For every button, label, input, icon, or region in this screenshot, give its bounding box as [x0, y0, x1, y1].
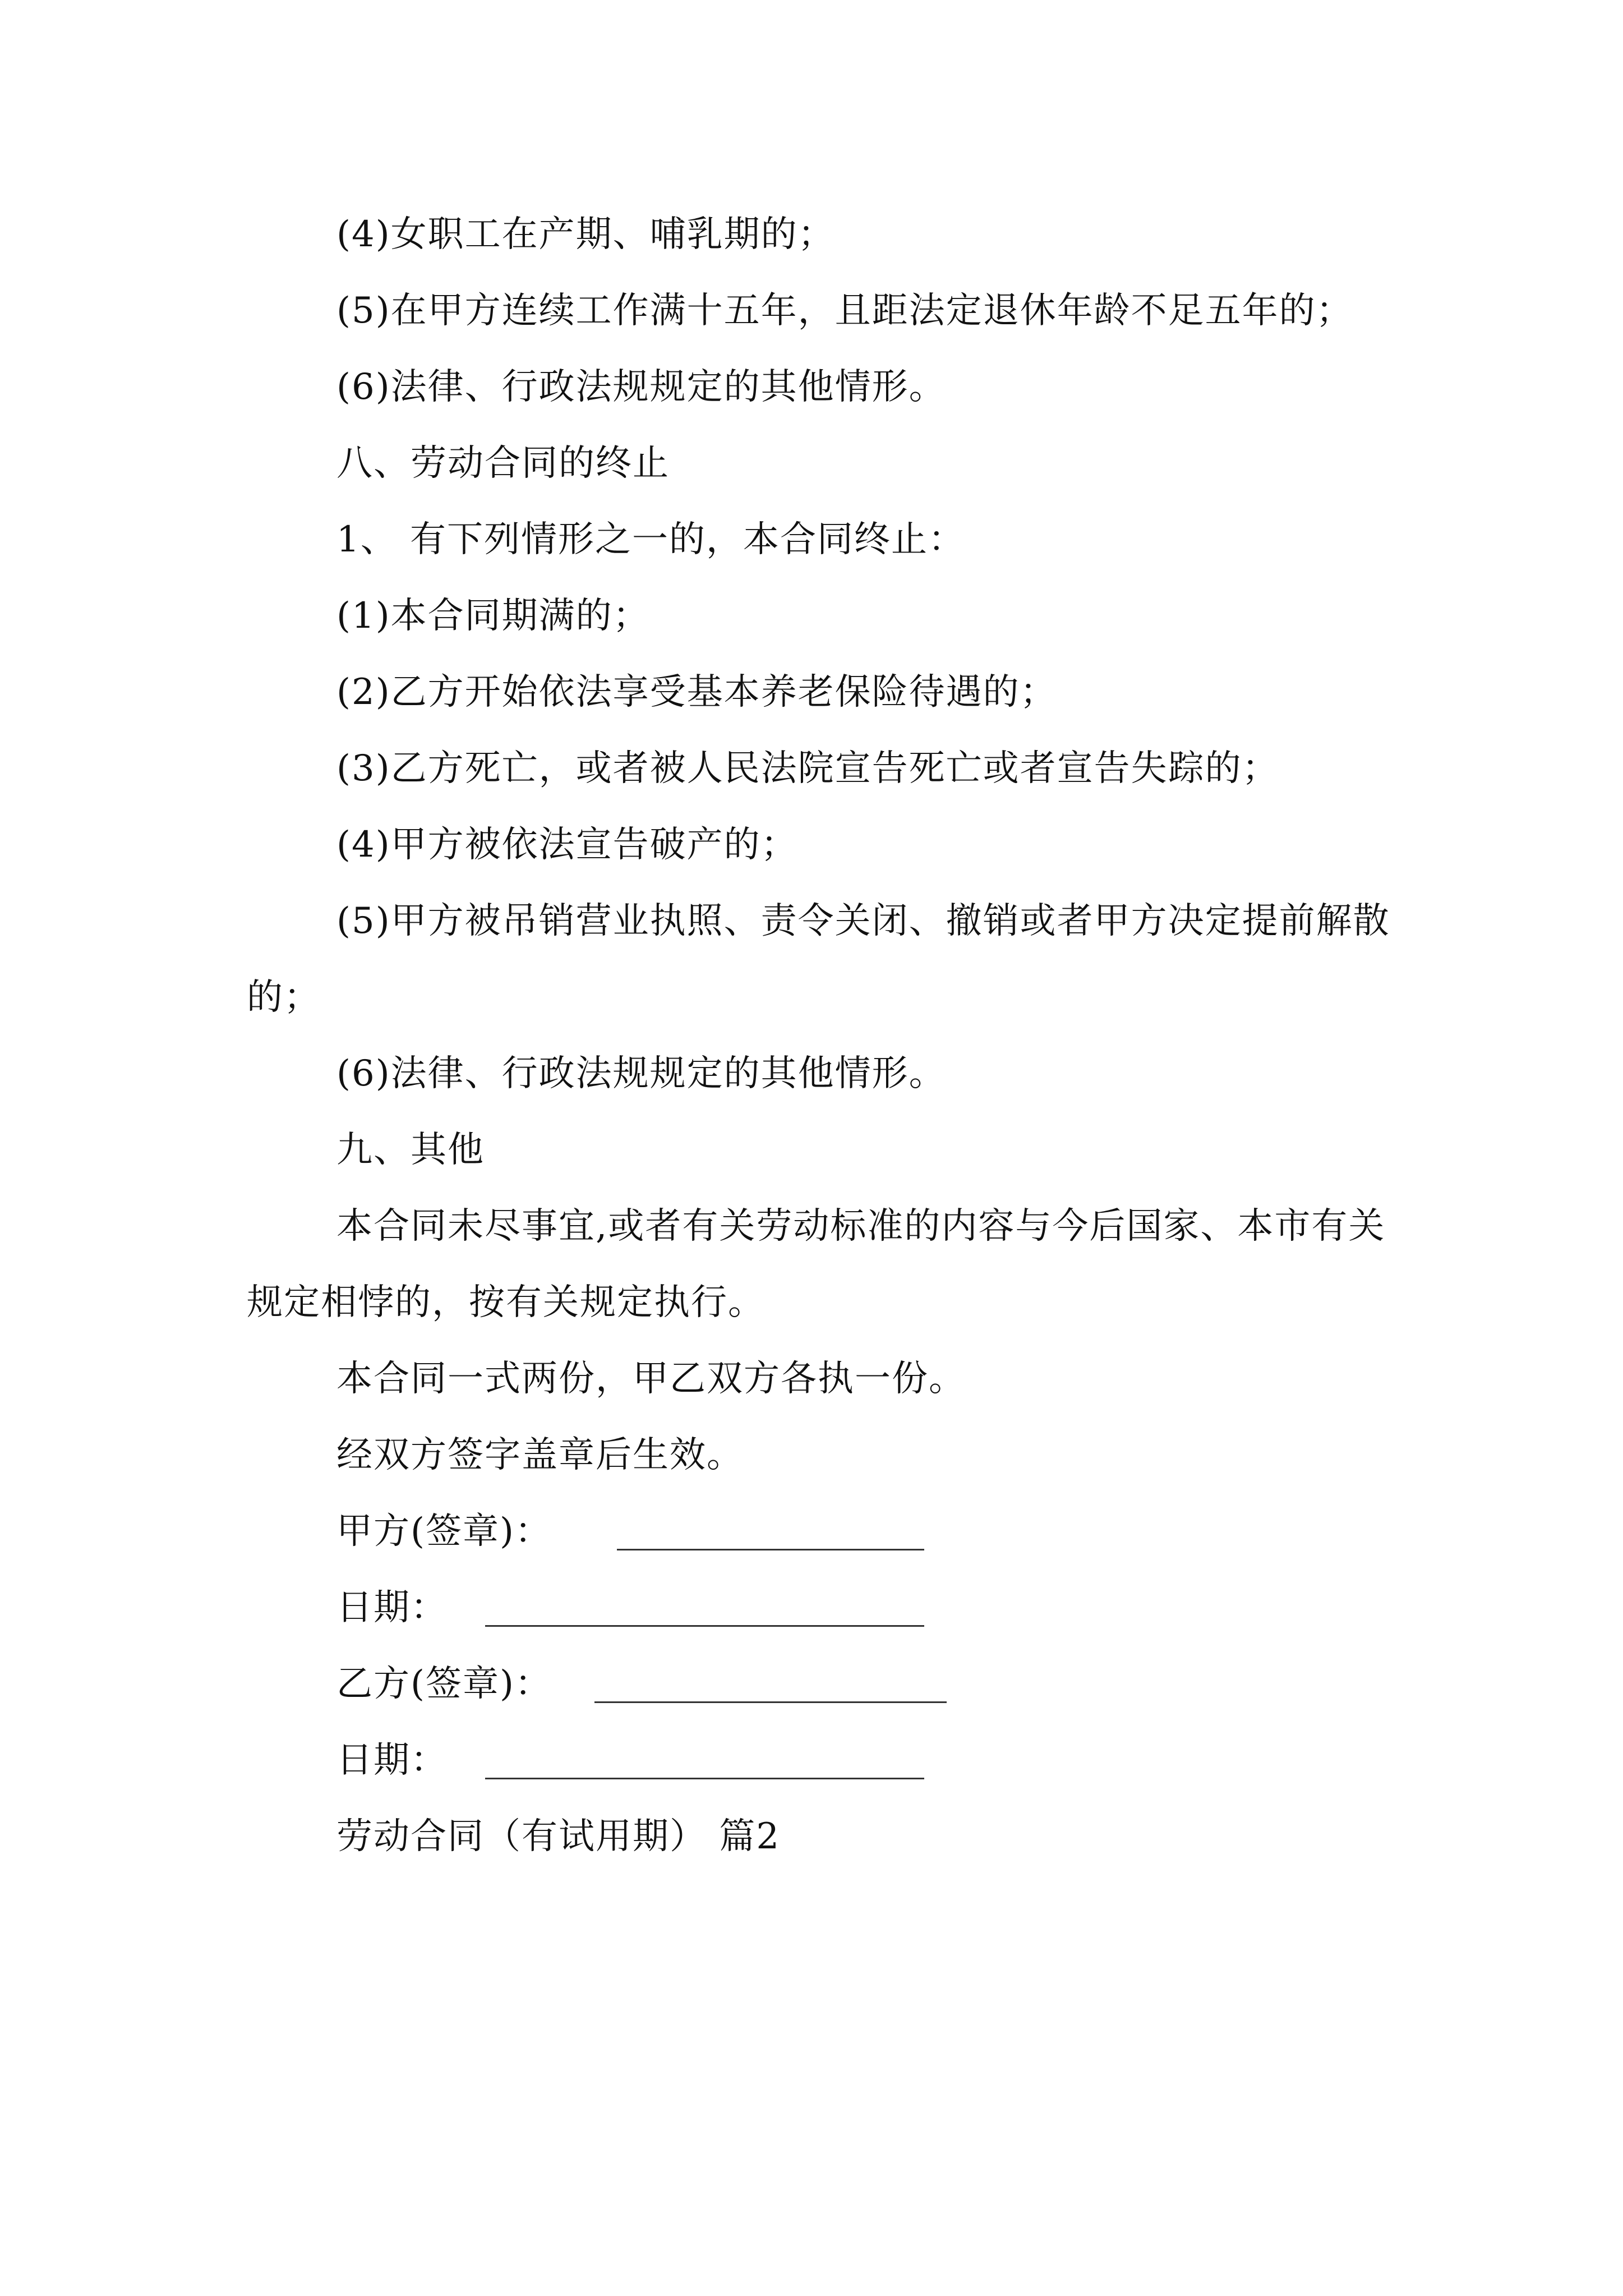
- section-9-para-2: 本合同一式两份，甲乙双方各执一份。: [336, 1358, 966, 1400]
- section-9-para-1: 本合同未尽事宜,或者有关劳动标准的内容与今后国家、本市有关规定相悖的，按有关规定执行。: [247, 1205, 1386, 1323]
- clause-7-item-5: (5)在甲方连续工作满十五年，且距法定退休年龄不足五年的；: [336, 290, 1353, 332]
- date-1-label: 日期：: [336, 1587, 448, 1628]
- document-body: [247, 196, 1391, 1875]
- section-8-item-6: (6)法律、行政法规规定的其他情形。: [336, 1053, 946, 1094]
- section-8-item-2: (2)乙方开始依法享受基本养老保险待遇的；: [336, 671, 1057, 713]
- section-8-item-4: (4)甲方被依法宣告破产的；: [336, 824, 798, 866]
- section-9-heading: 九、其他: [336, 1129, 485, 1171]
- next-section-title: 劳动合同（有试用期） 篇2: [336, 1816, 781, 1857]
- date-1-line: [485, 1625, 924, 1627]
- section-8-item-3: (3)乙方死亡，或者被人民法院宣告死亡或者宣告失踪的；: [336, 748, 1279, 789]
- clause-7-item-6: (6)法律、行政法规规定的其他情形。: [336, 366, 946, 408]
- section-8-heading: 八、劳动合同的终止: [336, 443, 670, 484]
- party-a-signature-row: [247, 1493, 1391, 1570]
- date-2-line: [485, 1778, 924, 1779]
- party-a-signature-label: 甲方(签章)：: [336, 1511, 552, 1552]
- section-8-item-5: (5)甲方被吊销营业执照、责令关闭、撤销或者甲方决定提前解散的；: [247, 900, 1390, 1018]
- section-9-para-3: 经双方签字盖章后生效。: [336, 1434, 744, 1476]
- clause-7-item-4: (4)女职工在产期、哺乳期的；: [336, 214, 835, 255]
- section-8-intro: 1、 有下列情形之一的，本合同终止：: [336, 519, 966, 560]
- party-a-signature-line: [617, 1549, 924, 1550]
- date-1-row: [247, 1570, 1391, 1646]
- party-b-signature-line: [594, 1701, 947, 1703]
- date-2-row: [247, 1722, 1391, 1798]
- date-2-label: 日期：: [336, 1740, 448, 1781]
- party-b-signature-label: 乙方(签章)：: [336, 1663, 552, 1705]
- section-8-item-1: (1)本合同期满的；: [336, 595, 650, 637]
- party-b-signature-row: [247, 1646, 1391, 1722]
